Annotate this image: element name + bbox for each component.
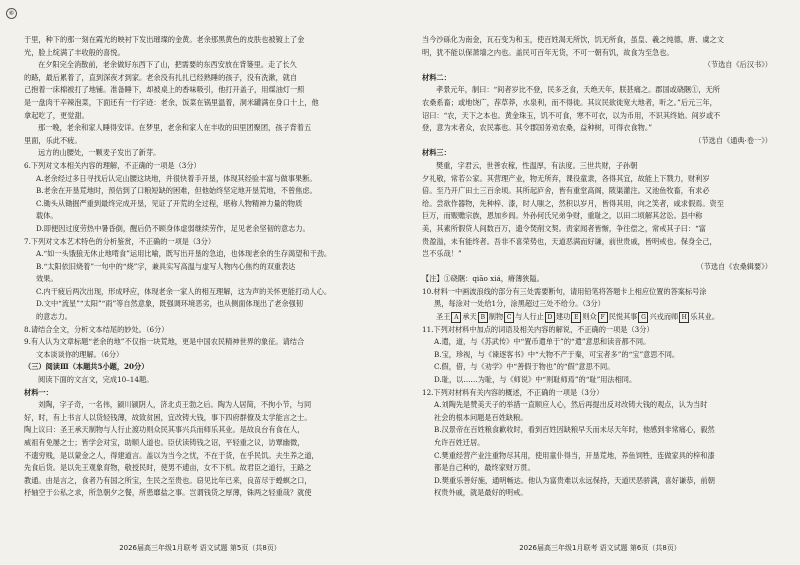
text-line: 【注】①硗陿：qiāo xiá，瘠薄狭隘。 — [422, 274, 544, 284]
answer-box[interactable]: E — [571, 312, 581, 323]
text-line: （三）阅读Ⅲ（本题共5小题，20分） — [24, 362, 149, 372]
page-5-footer: 2026届高三年级1月联考 语文试题 第5页（共8页） — [119, 544, 281, 552]
text-line: C.假，借，与《劝学》中“善假于物也”的“假”意思不同。 — [434, 362, 615, 372]
answer-box[interactable]: A — [451, 312, 461, 323]
text-line: 好，时，有上书言人以货轻钱薄，故致贫困，宜改铸大钱，事下四府群僚及太学能言之士。 — [24, 412, 312, 422]
text-line: A.“如一头饿狼无休止地啃食”运用比喻，既写出开垦的急迫，也体现老余的生存渴望和干劲。 — [36, 249, 332, 259]
text-line: （节选自《后汉书》） — [703, 60, 772, 70]
text-line: 刘陶，字子奇，一名伟，颍川颍阴人，济北贞王勃之后。陶为人居简，不拘小节，与同 — [38, 400, 312, 410]
text-line: B.“太阳依旧烧着”一句中的“烧”字，兼具实写高温与虚写人物内心焦灼的双重表达 — [36, 261, 296, 271]
text-line: 诏曰：“农，天下之本也。黄金珠玉，饥不可食，寒不可衣，以为币用，不识其终始。间岁或不 — [422, 110, 721, 120]
text-line: 当今沙砾化为南金，瓦石变为和玉，使百姓渴无所饮，饥无所食，虽皇、羲之纯德，唐、虞之文 — [422, 35, 724, 44]
text-line: 杼轴空于公私之求，所急朝夕之餐，所患靡盐之事。岂谓钱货之厚薄，铢两之轻重哉？就使 — [24, 488, 312, 498]
segment-text: 承天 — [462, 312, 477, 322]
text-line: 远方的山腰处，一颗麦子发出了新芽。 — [38, 148, 161, 158]
text-line: B.汉景帝在百姓粮食歉收时，看到百姓因缺粮早夭而未尽天年时，他感到非常痛心，毅然 — [434, 425, 715, 435]
text-line: 材料三： — [422, 148, 451, 158]
segment-text: 建功 — [555, 312, 571, 322]
text-line: D.即便因过度劳热中暑昏倒，醒后仍不顾身体虚弱继续劳作，足见老余坚韧的意志力。 — [36, 223, 310, 233]
text-line: D.樊重乐善好施，通明畅达。他认为富贵难以永远保持，天道厌恶骄满，喜好谦恭，前朝 — [434, 475, 715, 485]
text-line: 10.材料一中画波浪线的部分有三处需要断句，请用铅笔将答题卡上相应位置的答案标号涂 — [422, 286, 707, 296]
text-line: 8.请结合全文，分析文本结尾的妙处。（6分） — [24, 324, 169, 334]
text-line: B.老余在开垦荒地时，预估到了口粮短缺的困难，但他始终坚定地开垦荒地，不曾焦虑。 — [36, 186, 317, 196]
answer-box[interactable]: D — [545, 312, 555, 323]
text-line: 11.下列对材料中加点的词语及相关内容的解说，不正确的一项是（3分） — [422, 324, 654, 334]
text-line: 教通。由是言之，食者乃有国之所宝，生民之至贵也。窃见比年已来，良苗尽于蝗螟之口， — [24, 475, 312, 485]
text-line: 威祖有免屡之士；皆学会对宝，助顺人道也。臣伏读铸钱之诏，平轻重之议，访覃幽微， — [24, 438, 305, 447]
text-line: C.内干疲后两次出现，形成呼应，体现老余一家人的相互理解，这为声的关怀更能打动人心。 — [36, 286, 332, 296]
text-line: 樊重，字君云，世善农稼，性温厚，有法度。三世共财，子孙朝 — [436, 160, 638, 170]
text-line: 明，犹不能以保萧墙之内也。盖民可百年无货，不可一朝有饥，故食为至急也。 — [422, 47, 674, 57]
answer-box[interactable]: F — [598, 312, 608, 323]
punctuation-boxes-line — [422, 311, 780, 324]
text-line: A.遣，道，与《苏武传》中“置币遣单于”的“遣”意思和读音都不同。 — [434, 337, 651, 347]
text-line: 社会的根本问题是百姓缺粮。 — [434, 412, 528, 422]
text-line: 夕礼敬，常若公家。其营理产业，物无所弃，课役童隶，各得其宜，故能上下戮力，财利岁 — [422, 173, 710, 183]
text-line: 6.下列对文本相关内容的理解，不正确的一项是（3分） — [24, 160, 201, 170]
text-line: 里面，乐此不疲。 — [24, 135, 82, 145]
text-line: C.锄头从锄掘严重到最终完成开垦，见证了开荒的全过程，堪称人物精神力量的物质 — [36, 198, 303, 208]
text-line: 9.有人认为文章标题“老余的地”不仅指一块荒地，更是中国农民精神世界的象征。请结合 — [24, 337, 305, 347]
text-line: D.耻，以……为耻，与《师说》中“则耻师焉”的“耻”用法相同。 — [434, 375, 637, 385]
text-line: 黑，每涂对一处给1分，涂黑超过三处不给分。（3分） — [434, 299, 605, 309]
text-line: 孝景元年，制曰：“间者岁比不登，民多乏食，夭绝天年，朕甚痛之。郡国或硗陿①，无所 — [436, 85, 720, 95]
text-line: （节选自《农桑辑要》） — [696, 261, 772, 271]
page-6 — [400, 0, 800, 565]
text-line: 农桑系畜；或地饶广，荐草莽，水泉利，而不得徙。其议民欲徙宽大地者，听之。”后元三年， — [422, 97, 717, 107]
text-line: 己抱着一床棉被打了地铺。准备睡下，却被桌上的香味吸引，他打开盖子，用煤油灯一照 — [24, 85, 305, 95]
text-line: D.文中“流星”“太阳”“雨”等自然意象，既强调环境恶劣，也从侧面体现出了老余强韧 — [36, 299, 304, 309]
page-6-footer: 2026届高三年级1月联考 语文试题 第6页（共8页） — [519, 544, 681, 552]
text-line: 是一盘肉干辛辣泡菜，下面还有一行字迹：老余，饭菜在锅里温着，洞米罐满在身口十上，他 — [24, 97, 319, 107]
segment-text: 乐其业。 — [690, 312, 720, 322]
segment-text: 民悦其事 — [608, 312, 638, 322]
text-line: 陶上议曰：圣王承天制物与人行止渡功则众民其事兴兵而师乐其业。是故良台有食在人， — [24, 425, 305, 435]
text-line: A.老余经过多日寻找后认定山腰这块地，并很快着手开垦，体现其经验丰富与做事果断。 — [36, 173, 317, 183]
text-line: 光，脸上绽满了丰收般的喜悦。 — [24, 47, 125, 57]
text-line: A.刘陶先是赞美天子的举措一直顺应人心，然后再提出反对改铸大钱的观点，认为当时 — [434, 400, 708, 410]
text-line: 的意志力。 — [36, 312, 72, 322]
text-line: 允许百姓迁居。 — [434, 438, 485, 447]
text-line: 阅读下面的文言文，完成10–14题。 — [38, 375, 154, 385]
text-line: 效果。 — [36, 274, 58, 284]
answer-box[interactable]: C — [504, 312, 514, 323]
text-line: 拿起吃了，更觉甜。 — [24, 110, 89, 120]
text-line: 文本谈谈你的理解。（6分） — [36, 349, 124, 359]
segment-text: 制物 — [488, 312, 504, 322]
answer-box[interactable]: G — [638, 312, 648, 323]
text-line: 权贵外戚，就是最好的明戒。 — [434, 488, 528, 498]
text-line: 12.下列对材料有关内容的概述，不正确的一项是（3分） — [422, 387, 604, 397]
text-line: 载体。 — [36, 211, 58, 221]
text-line: B.宝，珍视，与《谏逐客书》中“大物不产于秦，可宝者多”的“宝”意思不同。 — [434, 349, 680, 359]
text-line: 登，意为末者众，农民寡也。其令郡国务劝农桑，益种树，可得衣食物。” — [422, 123, 653, 133]
text-line: 在夕阳完全消散前，老余做好东西下了山，把需要的东西安放在背篓里。走了长久 — [38, 60, 297, 70]
text-line: 的路，最后累着了，直到深夜才到家。老余没有扎扎已经熟睡的孩子，没有洗漱，就自 — [24, 72, 298, 82]
segment-text: 兴戎而师 — [649, 312, 679, 322]
page-6-body — [422, 34, 780, 500]
text-line: 材料二： — [422, 72, 451, 82]
page-5-body — [24, 34, 382, 500]
text-line: 那一晚，老余和家人睡得安详。在梦里，老余和家人在丰收的田里团聚团，孩子背着五 — [38, 123, 312, 133]
text-line: 先食后货。是以先王观象育物，敬授民时，使男不逋亩，女不下机。故君臣之道行，王路之 — [24, 463, 312, 473]
segment-text: 圣王 — [436, 312, 451, 322]
text-line: 巨万，而赈赡宗族，恩加乡闾。外孙何氏兄弟争财，重耻之，以田二顷解其忿讼。县中称 — [422, 211, 703, 221]
text-line: 都是自己种的，最终家财万贯。 — [434, 463, 535, 473]
segment-text: 则众 — [582, 312, 597, 322]
text-line: （节选自《通典·卷一》） — [694, 135, 772, 145]
answer-box[interactable]: H — [679, 312, 689, 323]
corner-mark: ⑥ — [6, 8, 17, 19]
text-line: C.樊重经营产业注重物尽其用，使用童仆得当，开垦荒地，养鱼饲牲，连做家具的梓和漆 — [434, 450, 715, 460]
segment-text: 与人行止 — [515, 312, 544, 322]
text-line: 贵盈溢，未有能终者。吾非不喜荣势也，天道恶满而好谦，前世贵戚，皆明戒也。保身全己， — [422, 236, 717, 246]
text-line: 于里，种下的那一刻在霞光的映衬下发出璀璨的金黄。老余那黑黄色的皮肤也被镀上了金 — [24, 35, 305, 44]
text-line: 倍。至乃开广田土三百余顷。其所起庐舍，皆有重堂高阁，陂渠灌注。又池鱼牧畜，有求必 — [422, 186, 710, 196]
text-line: 不遗穷贱，是以蒙金之人，得建道言。盖以为当今之忧，不在于货，在乎民饥。夫生养之道， — [24, 450, 319, 460]
text-line: 岂不乐哉！” — [422, 249, 462, 259]
text-line: 7.下列对文本艺术特色的分析鉴赏，不正确的一项是（3分） — [24, 236, 216, 246]
text-line: 材料一： — [24, 387, 53, 397]
text-line: 美，其素所假贷人间数百万，遗令焚削文契。责家闻者皆惭，争往偿之，常戒其子曰：“富 — [422, 223, 706, 233]
answer-box[interactable]: B — [478, 312, 488, 323]
text-line: 给。尝欲作器物，先种梓、漆，时人嗤之，然积以岁月，皆得其用，向之笑者，咸求假焉。资至 — [422, 198, 724, 208]
